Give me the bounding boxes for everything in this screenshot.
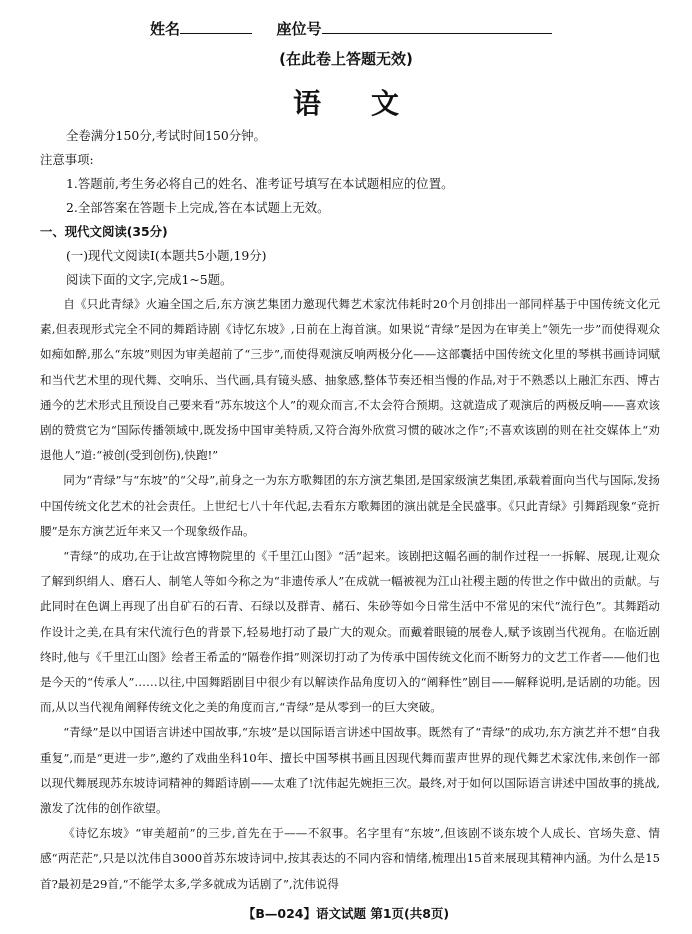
seat-blank[interactable] (322, 19, 552, 34)
page-footer: 【B—024】语文试题 第1页(共8页) (242, 906, 450, 921)
invalid-notice: (在此卷上答题无效) (279, 50, 413, 68)
page-title: 语文 (292, 87, 449, 120)
section-heading: 一、现代文阅读(35分) (40, 224, 168, 239)
seat-label: 座位号 (276, 20, 322, 38)
paragraph-3: “青绿”的成功,在于让故宫博物院里的《千里江山图》“活”起来。该剧把这幅名画的制作过程一一拆解、展现,让观众了解到织绢人、磨石人、制笔人等如今称之为“非遗传承人”在成就一幅被视为江山社稷主题的传世之作中做出的贡献。与此同时在色调上再现了出自矿石的石青、石绿以及群青、赭石、朱砂等如今日常生活中不常见的宋代“流行色”。其舞蹈动作设计之美,在具有宋代流行色的背景下,轻易地打动了最广大的观众。而戴着眼镜的展卷人,赋予该剧当代视角。在临近剧终时,他与《千里江山图》绘者王希孟的“隔卷作揖”则深切打动了为传承中国传统文化而不断努力的文艺工作者——他们也是今天的“传承人”……以往,中国舞蹈剧目中很少有以解读作品角度切入的“阐释性”剧目——解释说明,是话剧的功能。因而,从以当代视角阐释传统文化之美的角度而言,“青绿”是从零到一的巨大突破。 (40, 549, 660, 715)
sub-heading: (一)现代文阅读Ⅰ(本题共5小题,19分) (66, 248, 267, 263)
paragraph-1: 自《只此青绿》火遍全国之后,东方演艺集团力邀现代舞艺术家沈伟耗时20个月创排出一部同样基于中国传统文化元素,但表现形式完全不同的舞蹈诗剧《诗忆东坡》,日前在上海首演。如果说“青绿”是因为在审美上“领先一步”而使得观众如痴如醉,那么“东坡”则因为审美超前了“三步”,而使得观演反响两极分化——这部囊括中国传统文化里的琴棋书画诗词赋和当代艺术里的现代舞、交响乐、当代画,具有镜头感、抽象感,整体节奏还相当慢的作品,对于不熟悉以上融汇东西、博古通今的艺术形式且预设自己要来看“苏东坡这个人”的观众而言,不太会符合预期。这就造成了观演后的两极反响——喜欢该剧的赞赏它为“国际传播领域中,既发扬中国审美特质,又符合海外欣赏习惯的破冰之作”;不喜欢该剧的则在社交媒体上“劝退他人”道:“被创(受到创伤),快跑!” (40, 297, 660, 463)
name-label: 姓名 (150, 20, 181, 38)
paragraph-2: 同为“青绿”与“东坡”的“父母”,前身之一为东方歌舞团的东方演艺集团,是国家级演艺集团,承载着面向当代与国际,发扬中国传统文化艺术的社会责任。上世纪七八十年代起,去看东方歌舞团的演出就是全民盛事。《只此青绿》引舞蹈现象“竞折腰”是东方演艺近年来又一个现象级作品。 (40, 473, 660, 538)
name-blank[interactable] (180, 19, 252, 34)
attention-title: 注意事项: (40, 152, 94, 167)
score-time: 全卷满分150分,考试时间150分钟。 (66, 128, 266, 143)
rule-2: 2.全部答案在答题卡上完成,答在本试题上无效。 (66, 200, 330, 215)
rule-1: 1.答题前,考生务必将自己的姓名、准考证号填写在本试题相应的位置。 (66, 176, 454, 191)
exam-body (40, 124, 660, 897)
paragraph-4: “青绿”是以中国语言讲述中国故事,“东坡”是以国际语言讲述中国故事。既然有了“青绿”的成功,东方演艺并不想“自我重复”,而是“更进一步”,邀约了戏曲坐科10年、擅长中国琴棋书画且因现代舞而蜚声世界的现代舞艺术家沈伟,来创作一部以现代舞展现苏东坡诗词精神的舞蹈诗剧——太难了!沈伟起先婉拒三次。最终,对于如何以国际语言讲述中国故事的挑战,激发了沈伟的创作欲望。 (40, 725, 660, 816)
instruction: 阅读下面的文字,完成1~5题。 (66, 272, 233, 287)
candidate-header (150, 18, 552, 39)
paragraph-5: 《诗忆东坡》“审美超前”的三步,首先在于——不叙事。名字里有“东坡”,但该剧不谈东坡个人成长、官场失意、情感“两茫茫”,只是以沈伟自3000首苏东坡诗词中,按其表达的不同内容和情绪,梳理出15首来展现其精神内涵。为什么是15首?最初是29首,“不能学太多,学多就成为话剧了”,沈伟说得 (40, 826, 660, 891)
